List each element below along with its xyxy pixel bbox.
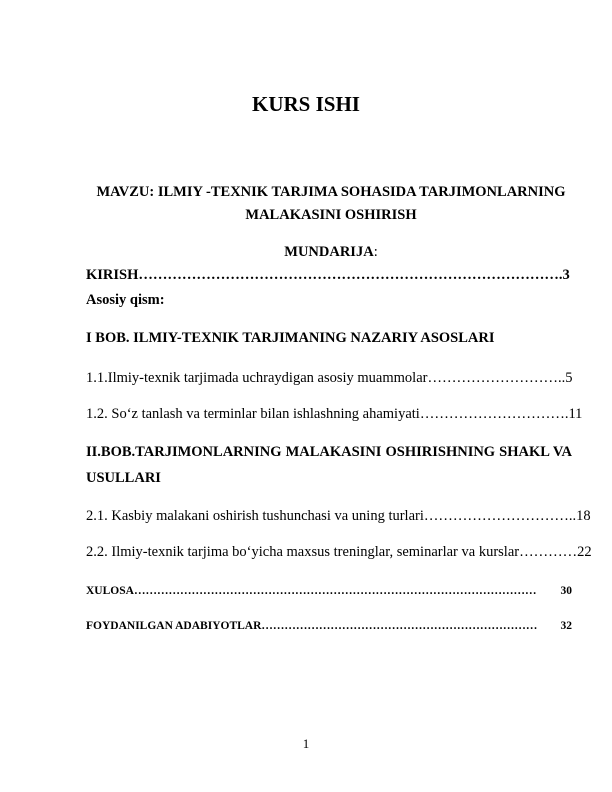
- toc-section-2-1-dots: …………………………..: [423, 508, 577, 524]
- toc-chapter-2-line-2: USULLARI: [86, 470, 161, 486]
- toc-intro-dots: ……………………………………………………………………………: [138, 267, 559, 283]
- toc-conclusion-dots: ……………………………………………………………………………………………: [133, 585, 537, 597]
- toc-section-1-1-dots: ………………………..: [427, 370, 566, 386]
- toc-conclusion-label: XULOSA: [86, 585, 134, 597]
- toc-section-1-2-page: 11: [568, 406, 583, 422]
- toc-section-2-1-page: 18: [576, 508, 591, 524]
- toc-conclusion-page: 30: [560, 585, 572, 597]
- toc-intro: [86, 267, 570, 284]
- toc-conclusion: [86, 585, 572, 597]
- toc-chapter-2-line-1: II.BOB.TARJIMONLARNING MALAKASINI OSHIRISHNING SHAKL VA: [86, 444, 572, 460]
- toc-section-1-1-page: 5: [565, 370, 573, 386]
- toc-section-1-2-label: 1.2. So‘z tanlash va terminlar bilan ishlashning ahamiyati: [86, 406, 420, 422]
- topic-line-2: MALAKASINI OSHIRISH: [245, 207, 417, 223]
- toc-section-1-1: [86, 370, 573, 387]
- toc-section-1-2-dots: ………………………….: [419, 406, 569, 422]
- toc-intro-label: KIRISH: [86, 267, 139, 283]
- toc-section-2-2: [86, 544, 592, 561]
- toc-section-2-2-dots: …………: [519, 544, 578, 560]
- toc-section-2-1: [86, 508, 591, 525]
- topic-line-1: MAVZU: ILMIY -TEXNIK TARJIMA SOHASIDA TARJIMONLARNING: [96, 184, 566, 200]
- toc-section-1-2: [86, 406, 583, 423]
- toc-section-2-1-label: 2.1. Kasbiy malakani oshirish tushunchasi va uning turlari: [86, 508, 424, 524]
- toc-chapter-1: I BOB. ILMIY-TEXNIK TARJIMANING NAZARIY ASOSLARI: [86, 330, 495, 346]
- contents-heading-colon: :: [373, 244, 378, 260]
- toc-references-page: 32: [560, 620, 572, 632]
- page-number: 1: [302, 736, 310, 751]
- toc-main-part: Asosiy qism:: [86, 292, 165, 308]
- toc-references-label: FOYDANILGAN ADABIYOTLAR: [86, 620, 262, 632]
- toc-section-2-2-label: 2.2. Ilmiy-texnik tarjima bo‘yicha maxsus treninglar, seminarlar va kurslar: [86, 544, 520, 560]
- toc-references: [86, 620, 572, 632]
- contents-heading-text: MUNDARIJA: [284, 244, 374, 260]
- document-title: KURS ISHI: [252, 92, 360, 116]
- toc-references-dots: ………………………………………………………………: [261, 620, 538, 632]
- toc-intro-page: .3: [558, 267, 570, 283]
- toc-section-2-2-page: 22: [577, 544, 592, 560]
- toc-section-1-1-label: 1.1.Ilmiy-texnik tarjimada uchraydigan asosiy muammolar: [86, 370, 428, 386]
- contents-heading: [86, 244, 576, 261]
